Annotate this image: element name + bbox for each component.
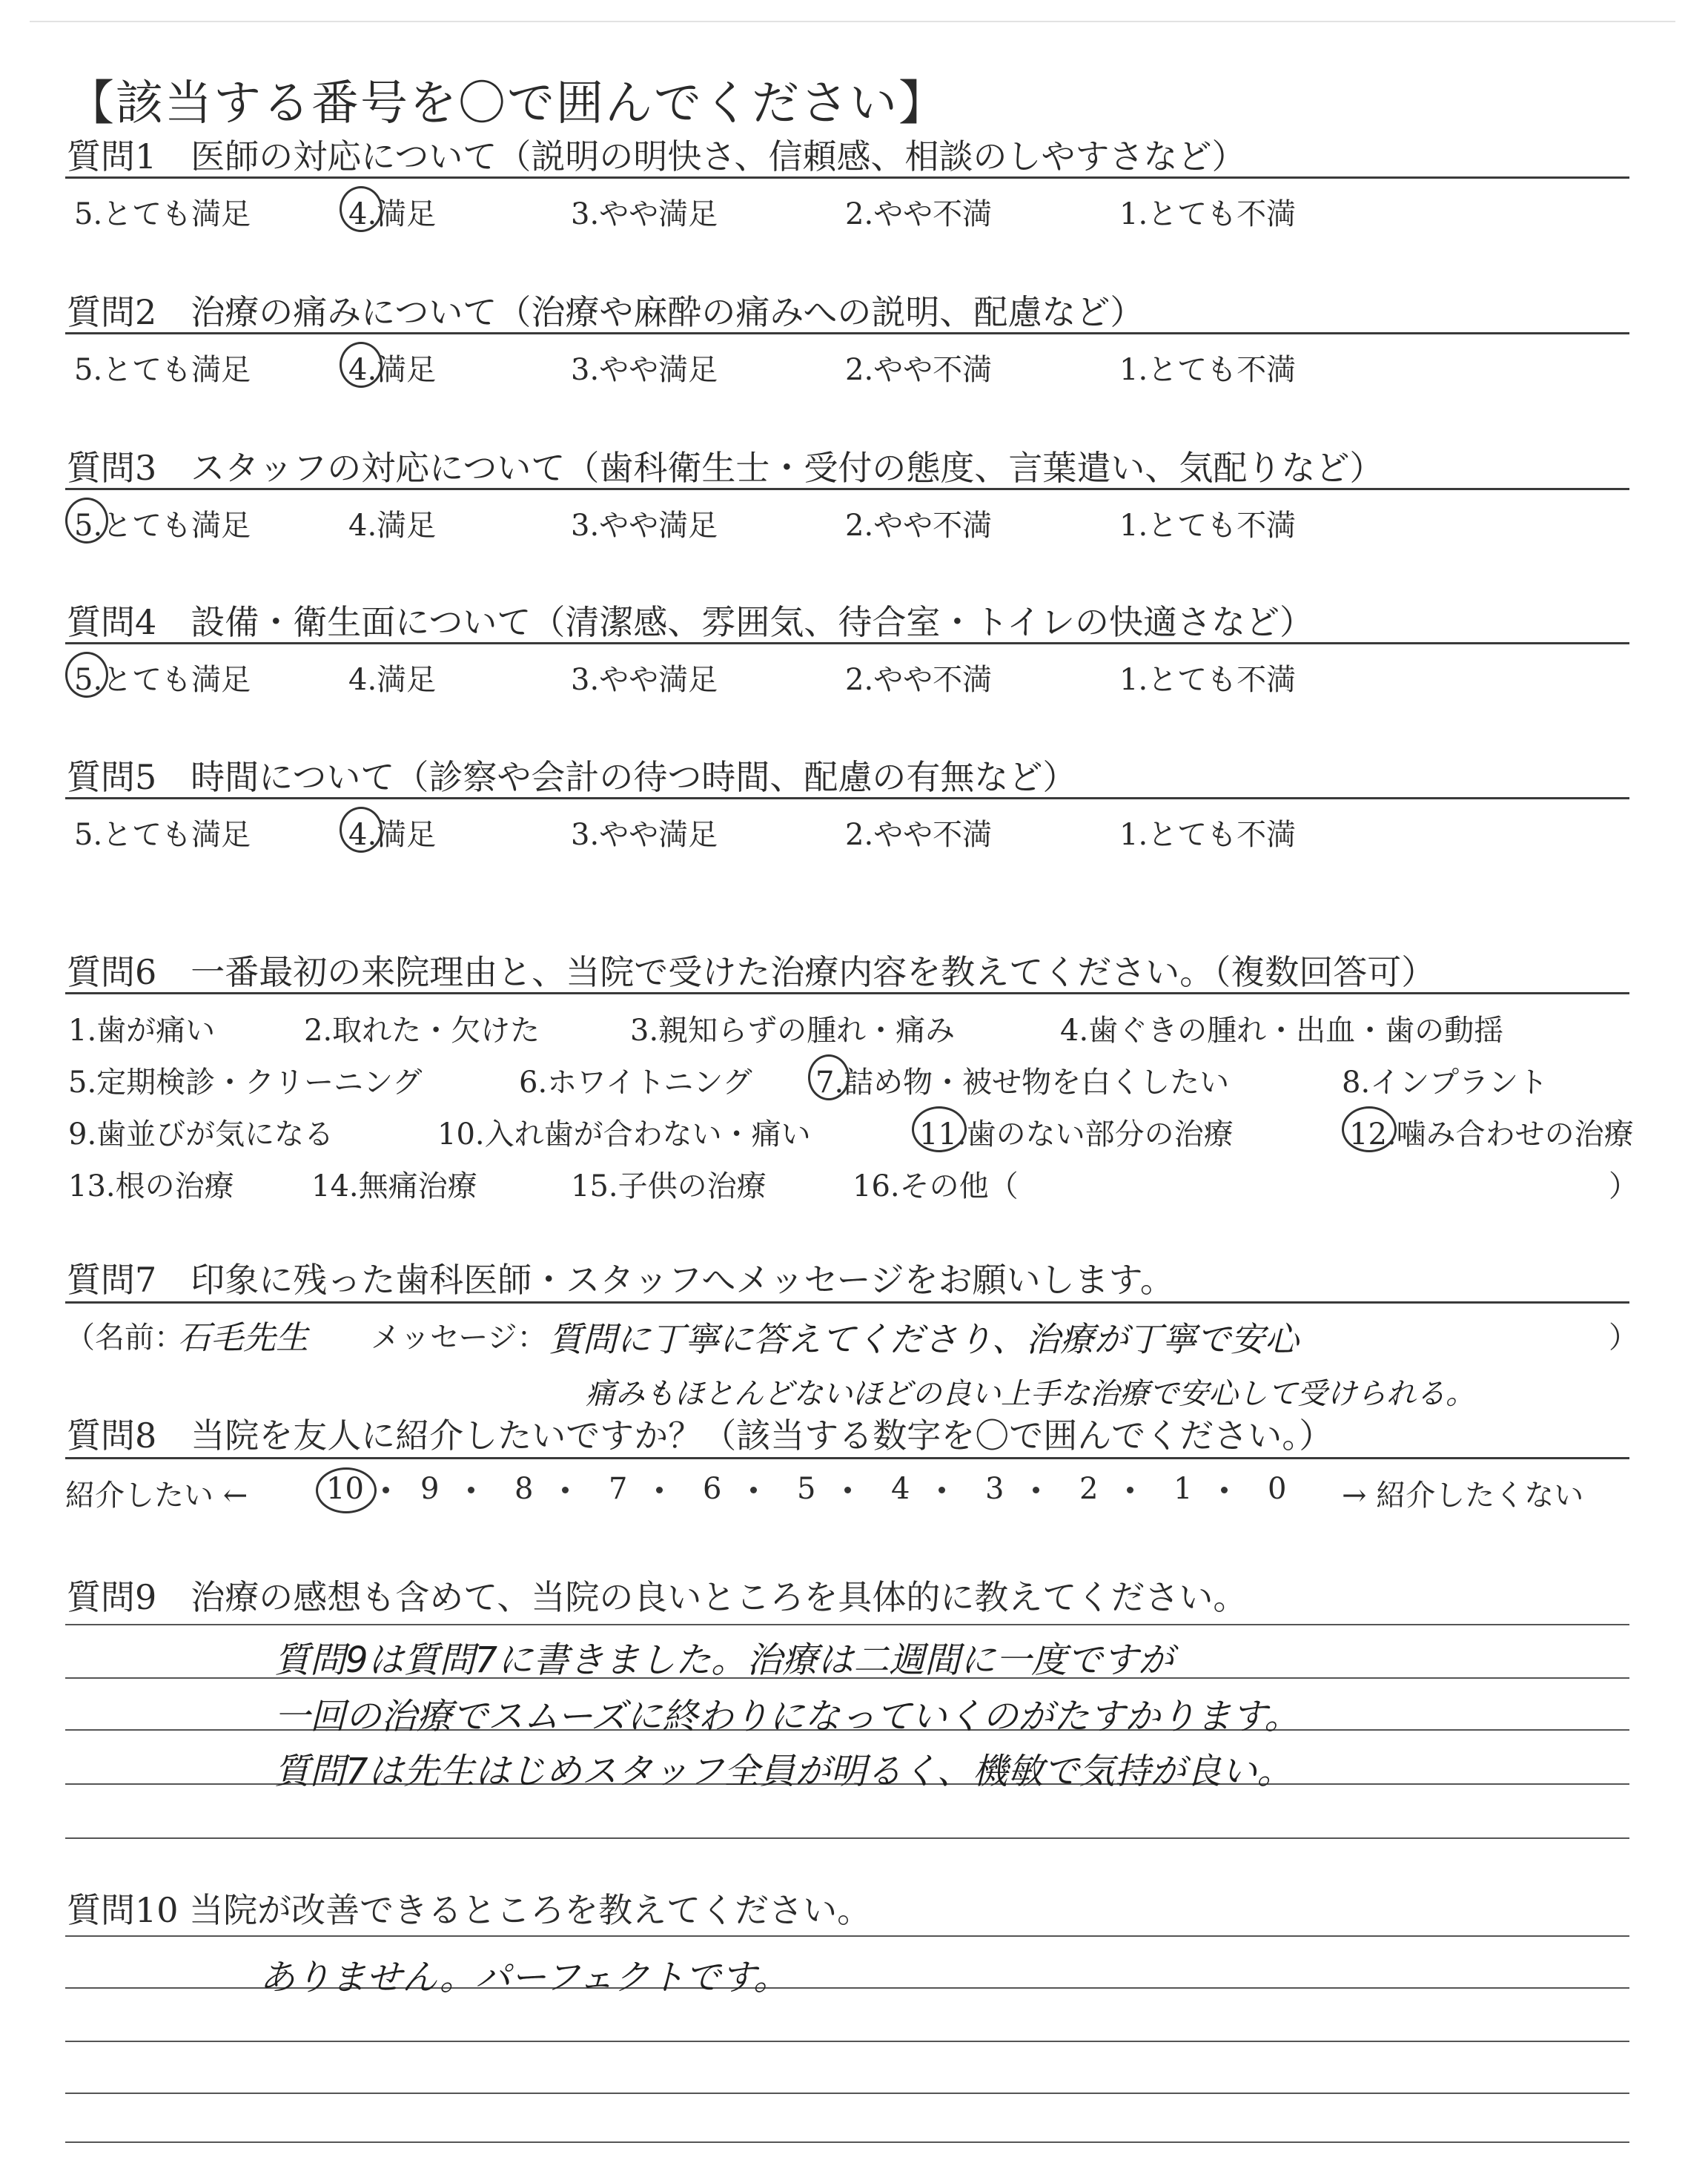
q2-selection-circle <box>340 342 383 388</box>
q7-message-line2[interactable]: 痛みもほとんどないほどの良い上手な治療で安心して受けられる。 <box>586 1377 1475 1411</box>
q4-rule <box>65 642 1629 644</box>
q6-option-2[interactable]: 2.取れた・欠けた <box>304 1014 540 1048</box>
q7-close-paren: ） <box>1609 1321 1638 1355</box>
q5-option-2[interactable]: 2.やや不満 <box>845 818 993 852</box>
q8-score-6[interactable]: 6 <box>703 1472 722 1506</box>
q4-option-1[interactable]: 1.とても不満 <box>1119 663 1297 697</box>
q6-selection-circle <box>1342 1106 1397 1152</box>
q5-option-4[interactable]: 4.満足 <box>348 818 437 852</box>
q5-heading: 質問5 時間について（診察や会計の待つ時間、配慮の有無など） <box>67 757 1077 797</box>
q1-option-4[interactable]: 4.満足 <box>348 197 437 231</box>
q8-separator-dot <box>1127 1487 1133 1493</box>
q8-selection-circle <box>316 1467 377 1513</box>
q10-line-3 <box>65 2041 1629 2042</box>
q8-score-2[interactable]: 2 <box>1079 1472 1099 1506</box>
q4-option-4[interactable]: 4.満足 <box>348 663 437 697</box>
q10-line-5 <box>65 2141 1629 2143</box>
q9-heading: 質問9 治療の感想も含めて、当院の良いところを具体的に教えてください。 <box>67 1577 1248 1617</box>
q3-option-5[interactable]: 5.とても満足 <box>74 509 251 543</box>
q6-option-14[interactable]: 14.無痛治療 <box>311 1169 477 1203</box>
q3-option-4[interactable]: 4.満足 <box>348 509 437 543</box>
q6-option-9[interactable]: 9.歯並びが気になる <box>68 1117 334 1152</box>
q2-option-3[interactable]: 3.やや満足 <box>571 353 718 387</box>
q8-separator-dot <box>383 1487 389 1493</box>
q8-separator-dot <box>939 1487 945 1493</box>
q5-rule <box>65 797 1629 799</box>
q6-option-10[interactable]: 10.入れ歯が合わない・痛い <box>437 1117 811 1152</box>
q9-answer-line1[interactable]: 質問9は質問7に書きました。治療は二週間に一度ですが <box>274 1639 1174 1681</box>
q6-option-11[interactable]: 11.歯のない部分の治療 <box>919 1117 1234 1152</box>
q3-heading: 質問3 スタッフの対応について（歯科衛生士・受付の態度、言葉遣い、気配りなど） <box>67 448 1384 488</box>
q6-option-8[interactable]: 8.インプラント <box>1342 1066 1549 1100</box>
q6-heading: 質問6 一番最初の来院理由と、当院で受けた治療内容を教えてください。（複数回答可） <box>67 952 1436 992</box>
q2-heading: 質問2 治療の痛みについて（治療や麻酔の痛みへの説明、配慮など） <box>67 292 1145 332</box>
scan-top-edge <box>30 21 1675 22</box>
q10-answer-line1[interactable]: ありません。パーフェクトです。 <box>259 1957 790 1998</box>
q8-score-3[interactable]: 3 <box>985 1472 1004 1506</box>
q2-option-5[interactable]: 5.とても満足 <box>74 353 251 387</box>
q6-option-4[interactable]: 4.歯ぐきの腫れ・出血・歯の動揺 <box>1060 1014 1504 1048</box>
q8-separator-dot <box>656 1487 663 1493</box>
q6-option-5[interactable]: 5.定期検診・クリーニング <box>68 1066 423 1100</box>
q6-rule <box>65 992 1629 994</box>
q7-message-label: メッセージ： <box>371 1321 547 1355</box>
q8-score-5[interactable]: 5 <box>797 1472 816 1506</box>
q8-separator-dot <box>750 1487 757 1493</box>
q8-score-0[interactable]: 0 <box>1268 1472 1287 1506</box>
q6-option-3[interactable]: 3.親知らずの腫れ・痛み <box>630 1014 956 1048</box>
q6-option-16[interactable]: 16.その他（ <box>853 1169 1019 1203</box>
q7-name-label: （名前： <box>65 1321 184 1355</box>
q4-option-5[interactable]: 5.とても満足 <box>74 663 251 697</box>
q7-heading: 質問7 印象に残った歯科医師・スタッフへメッセージをお願いします。 <box>67 1260 1174 1300</box>
q8-right-label: → 紹介したくない <box>1342 1479 1584 1513</box>
q6-option-6[interactable]: 6.ホワイトニング <box>519 1066 752 1100</box>
q1-option-5[interactable]: 5.とても満足 <box>74 197 251 231</box>
q1-option-3[interactable]: 3.やや満足 <box>571 197 718 231</box>
q5-option-5[interactable]: 5.とても満足 <box>74 818 251 852</box>
q8-score-4[interactable]: 4 <box>891 1472 910 1506</box>
q10-heading: 質問10 当院が改善できるところを教えてください。 <box>67 1890 872 1930</box>
q8-rule <box>65 1457 1629 1459</box>
q8-separator-dot <box>1221 1487 1228 1493</box>
q8-left-label: 紹介したい ← <box>65 1479 248 1513</box>
q6-option-12[interactable]: 12.噛み合わせの治療 <box>1349 1117 1634 1152</box>
q7-rule <box>65 1301 1629 1304</box>
q8-separator-dot <box>844 1487 851 1493</box>
q7-message-line1[interactable]: 質問に丁寧に答えてくださり、治療が丁寧で安心 <box>549 1319 1299 1359</box>
q8-separator-dot <box>468 1487 474 1493</box>
q6-selection-circle <box>912 1106 967 1152</box>
q6-selection-circle <box>808 1054 850 1100</box>
q5-selection-circle <box>340 807 383 853</box>
q10-line-4 <box>65 2093 1629 2094</box>
q3-selection-circle <box>65 498 108 544</box>
q1-option-2[interactable]: 2.やや不満 <box>845 197 993 231</box>
q6-option-13[interactable]: 13.根の治療 <box>68 1169 234 1203</box>
q1-selection-circle <box>340 186 383 232</box>
q1-heading: 質問1 医師の対応について（説明の明快さ、信頼感、相談のしやすさなど） <box>67 136 1246 176</box>
page-title: 【該当する番号を〇で囲んでください】 <box>67 76 947 131</box>
q1-rule <box>65 176 1629 179</box>
q2-option-1[interactable]: 1.とても不満 <box>1119 353 1297 387</box>
q2-option-2[interactable]: 2.やや不満 <box>845 353 993 387</box>
q8-score-7[interactable]: 7 <box>609 1472 628 1506</box>
q8-score-9[interactable]: 9 <box>420 1472 440 1506</box>
q8-score-8[interactable]: 8 <box>514 1472 534 1506</box>
q3-option-1[interactable]: 1.とても不満 <box>1119 509 1297 543</box>
q9-answer-line2[interactable]: 一回の治療でスムーズに終わりになっていくのがたすかります。 <box>274 1696 1300 1737</box>
q5-option-3[interactable]: 3.やや満足 <box>571 818 718 852</box>
q9-line-5 <box>65 1837 1629 1839</box>
q3-option-3[interactable]: 3.やや満足 <box>571 509 718 543</box>
q3-option-2[interactable]: 2.やや不満 <box>845 509 993 543</box>
q8-score-1[interactable]: 1 <box>1174 1472 1193 1506</box>
q1-option-1[interactable]: 1.とても不満 <box>1119 197 1297 231</box>
q3-rule <box>65 488 1629 490</box>
q6-option-1[interactable]: 1.歯が痛い <box>68 1014 216 1048</box>
q6-other-close-paren: ） <box>1609 1169 1638 1203</box>
q4-option-3[interactable]: 3.やや満足 <box>571 663 718 697</box>
q4-heading: 質問4 設備・衛生面について（清潔感、雰囲気、待合室・トイレの快適さなど） <box>67 602 1314 642</box>
q4-option-2[interactable]: 2.やや不満 <box>845 663 993 697</box>
q6-option-7[interactable]: 7.詰め物・被せ物を白くしたい <box>815 1066 1230 1100</box>
q8-heading: 質問8 当院を友人に紹介したいですか？（該当する数字を〇で囲んでください。） <box>67 1416 1334 1456</box>
q9-answer-line3[interactable]: 質問7は先生はじめスタッフ全員が明るく、機敏で気持が良い。 <box>274 1751 1293 1792</box>
q6-option-15[interactable]: 15.子供の治療 <box>571 1169 767 1203</box>
q5-option-1[interactable]: 1.とても不満 <box>1119 818 1297 852</box>
q2-rule <box>65 332 1629 334</box>
q7-name-value[interactable]: 石毛先生 <box>178 1319 308 1357</box>
q8-separator-dot <box>562 1487 569 1493</box>
q8-score-10[interactable]: 10 <box>326 1472 364 1506</box>
q8-separator-dot <box>1033 1487 1039 1493</box>
q10-line-1 <box>65 1935 1629 1937</box>
q2-option-4[interactable]: 4.満足 <box>348 353 437 387</box>
q9-line-1 <box>65 1624 1629 1625</box>
q4-selection-circle <box>65 652 108 698</box>
